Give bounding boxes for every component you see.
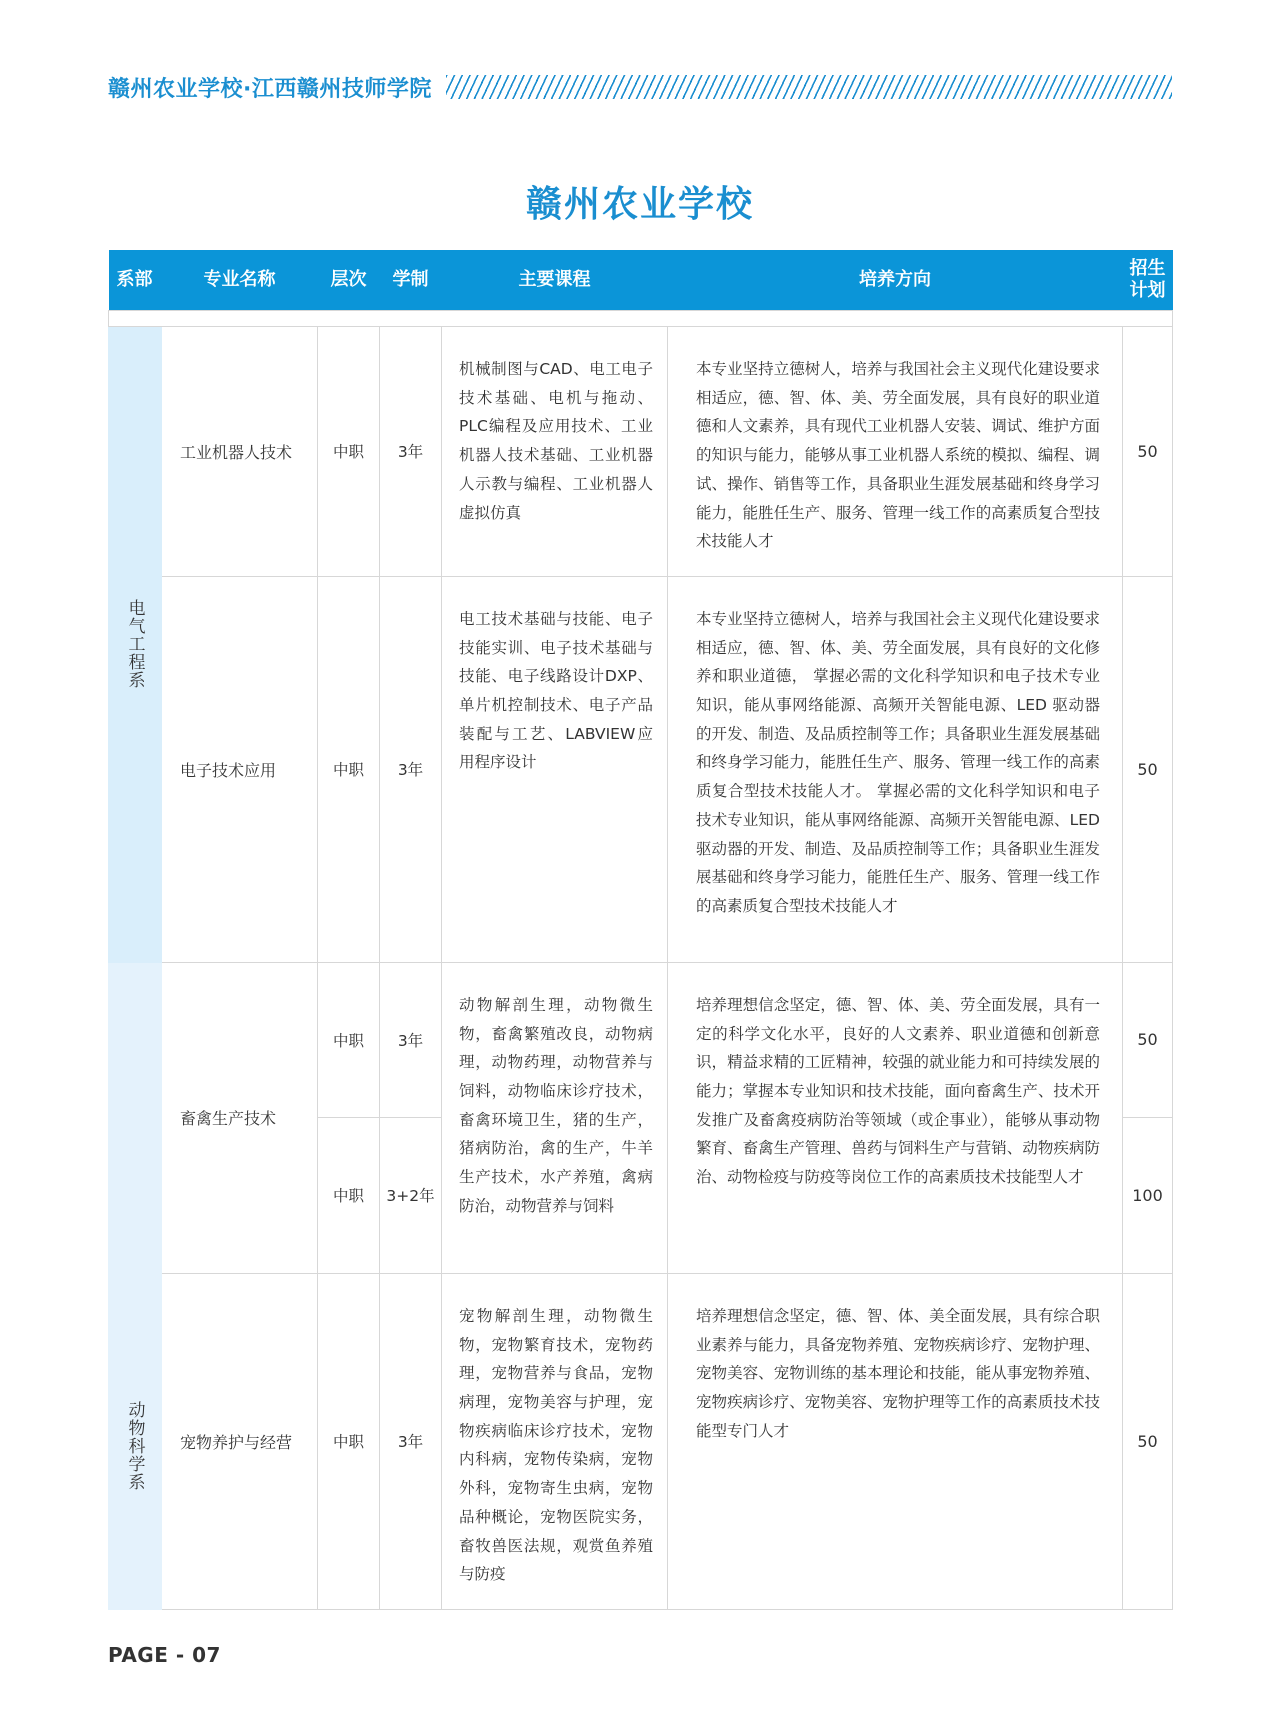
- majors-table: [108, 250, 1173, 1610]
- plan-cell: 50: [1123, 576, 1173, 962]
- duration-cell: 3年: [380, 1273, 442, 1609]
- duration-cell: 3年: [380, 576, 442, 962]
- col-header-major: 专业名称: [162, 250, 318, 311]
- level-cell: 中职: [318, 327, 380, 577]
- duration-cell: 3年: [380, 327, 442, 577]
- table-row: [109, 962, 1173, 1117]
- level-cell: 中职: [318, 1117, 380, 1273]
- header-school-names: 赣州农业学校·江西赣州技师学院: [108, 76, 432, 102]
- col-header-plan-line2: 计划: [1129, 280, 1166, 301]
- direction-cell: 培养理想信念坚定，德、智、体、美全面发展，具有综合职业素养与能力，具备宠物养殖、宠物疾病诊疗、宠物护理、宠物美容、宠物训练的基本理论和技能，能从事宠物养殖、宠物疾病诊疗、宠物美容、宠物护理等工作的高素质技术技能型专门人才: [668, 1273, 1123, 1609]
- courses-cell: 电工技术基础与技能、电子技能实训、电子技术基础与技能、电子线路设计DXP、单片机控制技术、电子产品装配与工艺、LABVIEW应用程序设计: [442, 576, 668, 962]
- plan-cell: 100: [1123, 1117, 1173, 1273]
- major-cell: 宠物养护与经营: [162, 1273, 318, 1609]
- col-header-courses: 主要课程: [442, 250, 668, 311]
- dept-label: 动物科学系: [124, 1400, 145, 1491]
- col-header-plan: [1123, 250, 1173, 311]
- header-gap: [109, 311, 1173, 327]
- gap-cell: [109, 311, 1173, 327]
- table-row: [109, 576, 1173, 962]
- direction-cell: 培养理想信念坚定，德、智、体、美、劳全面发展，具有一定的科学文化水平，良好的人文素养、职业道德和创新意识，精益求精的工匠精神，较强的就业能力和可持续发展的能力；掌握本专业知识和技术技能，面向畜禽生产、技术开发推广及畜禽疫病防治等领域（或企事业），能够从事动物繁育、畜禽生产管理、兽药与饲料生产与营销、动物疾病防治、动物检疫与防疫等岗位工作的高素质技术技能型人才: [668, 962, 1123, 1273]
- dept-cell-animal: [109, 962, 162, 1609]
- running-header: [108, 70, 1172, 104]
- plan-cell: 50: [1123, 1273, 1173, 1609]
- duration-cell: 3年: [380, 962, 442, 1117]
- table-row: [109, 1273, 1173, 1609]
- dept-label: 电气工程系: [124, 599, 145, 690]
- major-cell: 电子技术应用: [162, 576, 318, 962]
- courses-cell: 动物解剖生理，动物微生物，畜禽繁殖改良，动物病理，动物药理，动物营养与饲料，动物临床诊疗技术，畜禽环境卫生，猪的生产，猪病防治，禽的生产，牛羊生产技术，水产养殖，禽病防治，动物营养与饲料: [442, 962, 668, 1273]
- table-header-row: [109, 250, 1173, 311]
- col-header-direction: 培养方向: [668, 250, 1123, 311]
- courses-cell: 机械制图与CAD、电工电子技术基础、电机与拖动、PLC编程及应用技术、工业机器人技术基础、工业机器人示教与编程、工业机器人虚拟仿真: [442, 327, 668, 577]
- courses-cell: 宠物解剖生理，动物微生物，宠物繁育技术，宠物药理，宠物营养与食品，宠物病理，宠物美容与护理，宠物疾病临床诊疗技术，宠物内科病，宠物传染病，宠物外科，宠物寄生虫病，宠物品种概论，宠物医院实务，畜牧兽医法规，观赏鱼养殖与防疫: [442, 1273, 668, 1609]
- page-number: PAGE - 07: [108, 1643, 221, 1667]
- level-cell: 中职: [318, 962, 380, 1117]
- dept-cell-electrical: [109, 327, 162, 963]
- major-cell: 工业机器人技术: [162, 327, 318, 577]
- table-row: [109, 327, 1173, 577]
- direction-cell: 本专业坚持立德树人，培养与我国社会主义现代化建设要求相适应，德、智、体、美、劳全面发展，具有良好的职业道德和人文素养，具有现代工业机器人安装、调试、维护方面的知识与能力，能够从事工业机器人系统的模拟、编程、调试、操作、销售等工作，具备职业生涯发展基础和终身学习能力，能胜任生产、服务、管理一线工作的高素质复合型技术技能人才: [668, 327, 1123, 577]
- col-header-duration: 学制: [380, 250, 442, 311]
- duration-cell: 3+2年: [380, 1117, 442, 1273]
- major-cell: 畜禽生产技术: [162, 962, 318, 1273]
- page-title: 赣州农业学校: [525, 184, 754, 225]
- header-hatch-decoration: [446, 75, 1172, 99]
- col-header-level: 层次: [318, 250, 380, 311]
- plan-cell: 50: [1123, 327, 1173, 577]
- level-cell: 中职: [318, 1273, 380, 1609]
- col-header-plan-line1: 招生: [1129, 258, 1166, 279]
- col-header-dept: 系部: [109, 250, 162, 311]
- level-cell: 中职: [318, 576, 380, 962]
- direction-cell: 本专业坚持立德树人，培养与我国社会主义现代化建设要求相适应，德、智、体、美、劳全面发展，具有良好的文化修养和职业道德， 掌握必需的文化科学知识和电子技术专业知识，能从事网络能源、高频开关智能电源、LED 驱动器的开发、制造、及品质控制等工作；具备职业生涯发展基础和终身学习能力，能胜任生产、服务、管理一线工作的高素质复合型技术技能人才。 掌握必需的文化科学知识和电子技术专业知识，能从事网络能源、高频开关智能电源、LED 驱动器的开发、制造、及品质控制等工作；具备职业生涯发展基础和终身学习能力，能胜任生产、服务、管理一线工作的高素质复合型技术技能人才: [668, 576, 1123, 962]
- plan-cell: 50: [1123, 962, 1173, 1117]
